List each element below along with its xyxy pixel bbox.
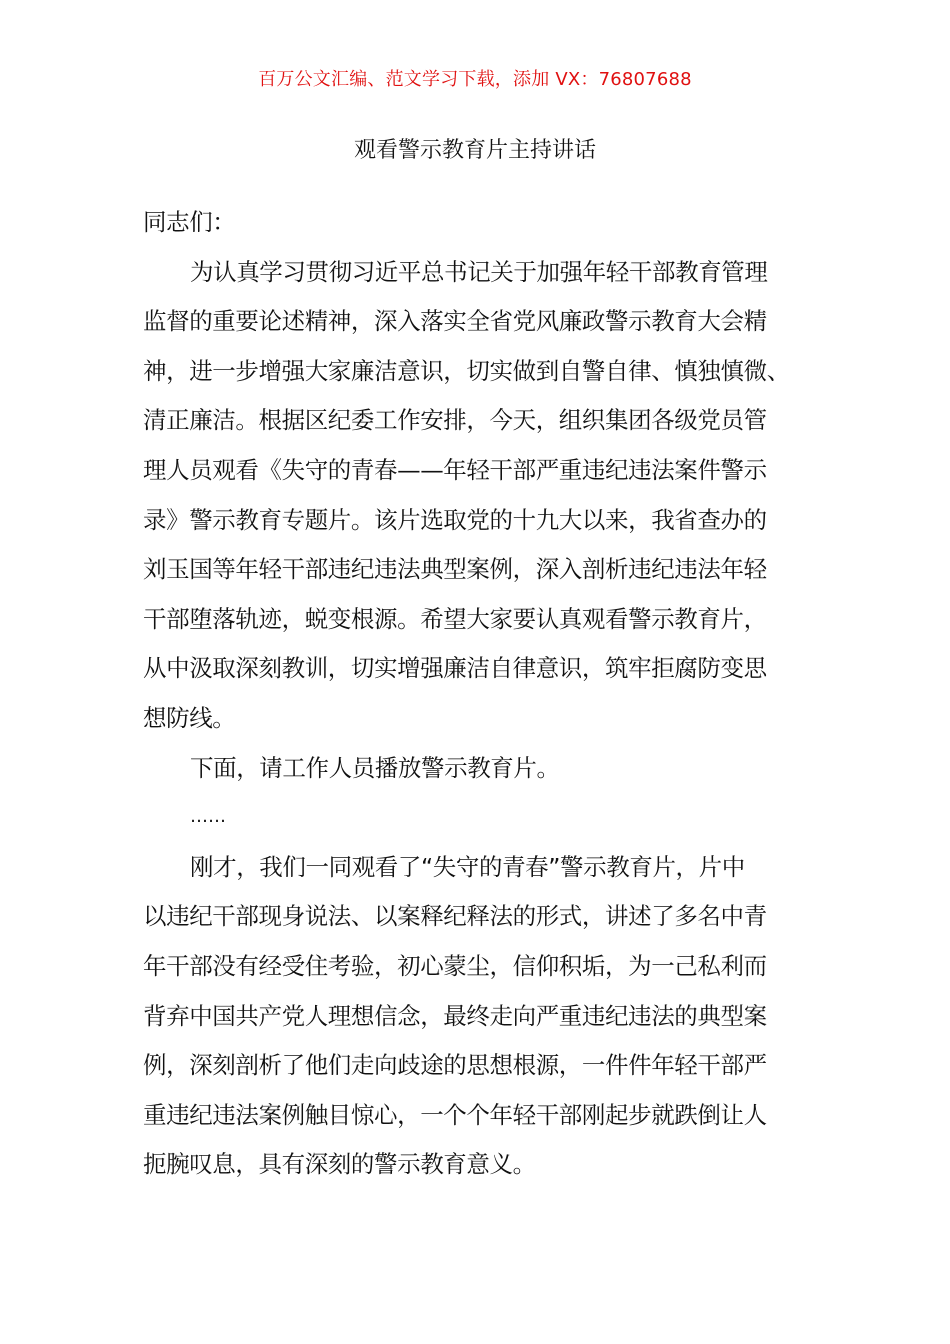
document-body [143, 202, 809, 1194]
paragraph-1-line-7: 刘玉国等年轻干部违纪违法典型案例，深入剖析违纪违法年轻 [143, 555, 767, 584]
paragraph-3-line-4: 背弃中国共产党人理想信念，最终走向严重违纪违法的典型案 [143, 1001, 767, 1030]
paragraph-3-line-2: 以违纪干部现身说法、以案释纪释法的形式，讲述了多名中青 [143, 902, 767, 931]
paragraph-3-line-7: 扼腕叹息，具有深刻的警示教育意义。 [143, 1150, 536, 1179]
paragraph-1-line-2: 监督的重要论述精神，深入落实全省党风廉政警示教育大会精 [143, 307, 767, 336]
paragraph-1-line-10: 想防线。 [143, 703, 236, 732]
paragraph-1-line-5: 理人员观看《失守的青春——年轻干部严重违纪违法案件警示 [143, 455, 767, 484]
paragraph-3-line-1: 刚才，我们一同观看了“失守的青春”警示教育片，片中 [190, 852, 745, 881]
paragraph-1-line-3: 神，进一步增强大家廉洁意识，切实做到自警自律、慎独慎微、 [143, 356, 790, 385]
paragraph-1-line-8: 干部堕落轨迹，蜕变根源。希望大家要认真观看警示教育片， [143, 604, 767, 633]
paragraph-1-line-4: 清正廉洁。根据区纪委工作安排，今天，组织集团各级党员管 [143, 406, 767, 435]
paragraph-3-line-5: 例，深刻剖析了他们走向歧途的思想根源，一件件年轻干部严 [143, 1051, 767, 1080]
watermark-header: 百万公文汇编、范文学习下载，添加 VX：76807688 [258, 69, 692, 90]
paragraph-1-line-1: 为认真学习贯彻习近平总书记关于加强年轻干部教育管理 [190, 257, 768, 286]
document-title: 观看警示教育片主持讲话 [353, 138, 596, 163]
salutation: 同志们： [143, 208, 236, 236]
paragraph-1-line-9: 从中汲取深刻教训，切实增强廉洁自律意识，筑牢拒腐防变思 [143, 654, 767, 683]
ellipsis: …… [190, 806, 226, 828]
paragraph-2: 下面，请工作人员播放警示教育片。 [190, 753, 560, 782]
paragraph-3-line-6: 重违纪违法案例触目惊心，一个个年轻干部刚起步就跌倒让人 [143, 1100, 767, 1129]
paragraph-3-line-3: 年干部没有经受住考验，初心蒙尘，信仰积垢，为一己私利而 [143, 951, 767, 980]
paragraph-1-line-6: 录》警示教育专题片。该片选取党的十九大以来，我省查办的 [143, 505, 767, 534]
